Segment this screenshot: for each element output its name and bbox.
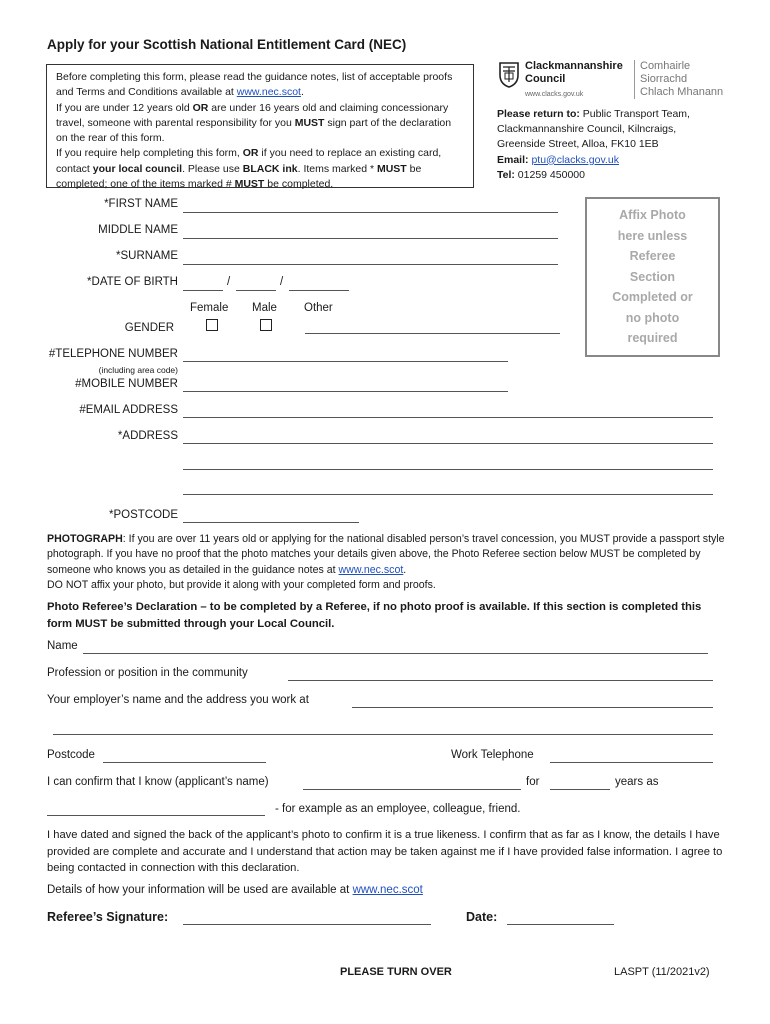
address-line-2[interactable]: [183, 469, 713, 470]
photograph-body: : If you are over 11 years old or applying for the national disabled person’s travel concession, you MUST provide a passport style photograph. If you have no proof that the photo matches your details given above, the Photo Referee section below MUST be completed by someone who knows you as detailed in the guidance notes at: [47, 533, 725, 576]
details-info: [47, 884, 423, 896]
photograph-notice: [47, 532, 727, 593]
return-line: [497, 107, 747, 122]
instructions-emphasis: MUST: [376, 162, 407, 175]
return-email: [497, 153, 747, 168]
photo-box-line: no photo: [625, 310, 680, 325]
return-text: Public Transport Team,: [579, 108, 690, 120]
email-link[interactable]: ptu@clacks.gov.uk: [531, 153, 619, 166]
surname-label: *SURNAME: [116, 250, 178, 262]
dob-separator: /: [280, 276, 284, 288]
referee-for-label: for: [526, 776, 540, 788]
referee-work-tel-field[interactable]: [550, 762, 713, 763]
tel-label: Tel:: [497, 168, 515, 181]
mobile-field[interactable]: [183, 391, 508, 392]
instructions-text: .: [300, 86, 304, 99]
referee-signature-field[interactable]: [183, 924, 431, 925]
address-line-3[interactable]: [183, 494, 713, 495]
council-gaelic-line: Comhairle Siorrachd: [640, 60, 691, 85]
postcode-field[interactable]: [183, 522, 359, 523]
referee-profession-field[interactable]: [288, 680, 713, 681]
address-label: *ADDRESS: [117, 430, 178, 442]
referee-heading: Photo Referee’s Declaration – to be completed by a Referee, if no photo proof is available. If this section is completed this form MUST be submitted through your Local Council.: [47, 601, 702, 630]
nec-link[interactable]: www.nec.scot: [236, 86, 301, 99]
referee-employer-address-field[interactable]: [53, 734, 713, 735]
referee-postcode-label: Postcode: [47, 749, 95, 761]
referee-declaration: I have dated and signed the back of the applicant’s photo to confirm it is a true likeness. I confirm that as far as I know, the details I have provided are complete and accurate and I understand that action may be taken against me if I have provided false information. I agree to being contacted in connection with this declaration.: [47, 829, 723, 875]
photograph-text: [47, 532, 727, 578]
return-address: [497, 107, 747, 183]
turn-over-notice: PLEASE TURN OVER: [340, 966, 452, 978]
photograph-heading: PHOTOGRAPH: [47, 533, 123, 545]
instructions-text: if you need to replace an existing card, contact: [56, 147, 442, 175]
return-tel: [497, 168, 747, 183]
photo-box-line: required: [627, 331, 678, 345]
first-name-field[interactable]: [183, 212, 558, 213]
referee-date-field[interactable]: [507, 924, 614, 925]
instructions-emphasis: BLACK ink: [242, 162, 298, 175]
applicant-name-field[interactable]: [303, 789, 521, 790]
form-code: LASPT (11/2021v2): [614, 966, 710, 978]
return-line: Clackmannanshire Council, Kilncraigs,: [497, 123, 677, 136]
council-url: www.clacks.gov.uk: [525, 91, 584, 98]
gender-other-field[interactable]: [305, 333, 560, 334]
council-name-gaelic: [634, 60, 738, 99]
instructions-text: be completed; one of the items marked #: [56, 162, 422, 191]
instructions-text: be completed.: [264, 178, 334, 191]
instructions-para-1: [56, 70, 464, 101]
photo-box-line: Completed or: [612, 290, 693, 304]
nec-link[interactable]: www.nec.scot: [352, 884, 423, 896]
relationship-example: - for example as an employee, colleague, friend.: [275, 803, 521, 815]
area-code-note: (including area code): [98, 365, 178, 375]
instructions-text: are under 16 years old and claiming concessionary travel, someone with parental responsibility for you: [56, 101, 449, 129]
council-logo: [498, 60, 738, 104]
telephone-label: #TELEPHONE NUMBER: [48, 348, 178, 360]
email-label: Email:: [497, 153, 529, 166]
postcode-label: *POSTCODE: [108, 509, 178, 521]
email-address-field[interactable]: [183, 417, 713, 418]
referee-employer-field[interactable]: [352, 707, 713, 708]
referee-profession-label: Profession or position in the community: [47, 667, 248, 679]
return-line: Greenside Street, Alloa, FK10 1EB: [497, 138, 659, 151]
instructions-para-3: [56, 146, 464, 192]
dob-label: *DATE OF BIRTH: [87, 276, 178, 288]
dob-separator: /: [227, 276, 231, 288]
instructions-emphasis: MUST: [234, 178, 265, 191]
instructions-para-2: [56, 101, 464, 147]
nec-link[interactable]: www.nec.scot: [338, 563, 404, 576]
gender-female-label: Female: [190, 302, 229, 314]
referee-employer-label: Your employer’s name and the address you work at: [47, 694, 309, 706]
instructions-emphasis: your local council: [92, 162, 183, 175]
instructions-text: . Items marked *: [297, 162, 377, 175]
return-label: Please return to:: [497, 108, 580, 120]
dob-year-field[interactable]: [289, 290, 349, 291]
middle-name-field[interactable]: [183, 238, 558, 239]
photo-box-line: here unless: [617, 228, 688, 243]
gender-male-label: Male: [252, 302, 277, 314]
photo-affix-box: [585, 197, 720, 357]
referee-postcode-field[interactable]: [103, 762, 266, 763]
instructions-text: If you are under 12 years old: [56, 101, 193, 114]
referee-work-tel-label: Work Telephone: [451, 749, 534, 761]
instructions-text: . Please use: [182, 162, 243, 175]
middle-name-label: MIDDLE NAME: [98, 224, 178, 236]
details-text: Details of how your information will be used are available at: [47, 884, 353, 896]
photo-box-line: Affix Photo: [619, 208, 686, 222]
photo-box-line: Referee: [629, 249, 676, 263]
council-gaelic-line: Chlach Mhanann: [640, 86, 724, 98]
address-line-1[interactable]: [183, 443, 713, 444]
gender-other-label: Other: [304, 302, 333, 314]
surname-field[interactable]: [183, 264, 558, 265]
tel-value: 01259 450000: [514, 168, 585, 181]
dob-day-field[interactable]: [183, 290, 223, 291]
email-address-label: #EMAIL ADDRESS: [79, 404, 178, 416]
council-crest-icon: [498, 60, 520, 88]
council-name-line: Council: [525, 73, 566, 85]
photo-box-line: Section: [629, 269, 676, 284]
mobile-label: #MOBILE NUMBER: [75, 378, 178, 390]
telephone-field[interactable]: [183, 361, 508, 362]
council-name-english: [525, 60, 623, 86]
referee-years-label: years as: [615, 776, 659, 788]
first-name-label: *FIRST NAME: [104, 198, 178, 210]
instructions-box: [46, 64, 474, 191]
referee-name-label: Name: [47, 640, 78, 652]
instructions-text: Before completing this form, please read the guidance notes, list of acceptable proofs and Terms and Conditions available at: [56, 71, 453, 99]
photograph-instruction: DO NOT affix your photo, but provide it along with your completed form and proofs.: [47, 578, 436, 591]
instructions-emphasis: OR: [192, 101, 209, 114]
years-known-field[interactable]: [550, 789, 610, 790]
referee-name-field[interactable]: [83, 653, 708, 654]
council-name-line: Clackmannanshire: [525, 60, 623, 72]
referee-confirm-label: I can confirm that I know (applicant’s name): [47, 776, 269, 788]
referee-signature-label: Referee’s Signature:: [47, 910, 169, 924]
instructions-emphasis: MUST: [294, 116, 325, 129]
dob-month-field[interactable]: [236, 290, 276, 291]
instructions-text: If you require help completing this form,: [56, 147, 243, 160]
instructions-text: sign part of the declaration on the rear of this form.: [56, 116, 452, 145]
gender-label: GENDER: [124, 322, 174, 334]
referee-date-label: Date:: [466, 910, 498, 924]
relationship-field[interactable]: [47, 815, 265, 816]
instructions-emphasis: OR: [242, 147, 259, 160]
page-title: Apply for your Scottish National Entitlement Card (NEC): [47, 37, 407, 52]
photograph-body: .: [403, 563, 407, 576]
gender-female-checkbox[interactable]: [206, 319, 218, 331]
gender-male-checkbox[interactable]: [260, 319, 272, 331]
